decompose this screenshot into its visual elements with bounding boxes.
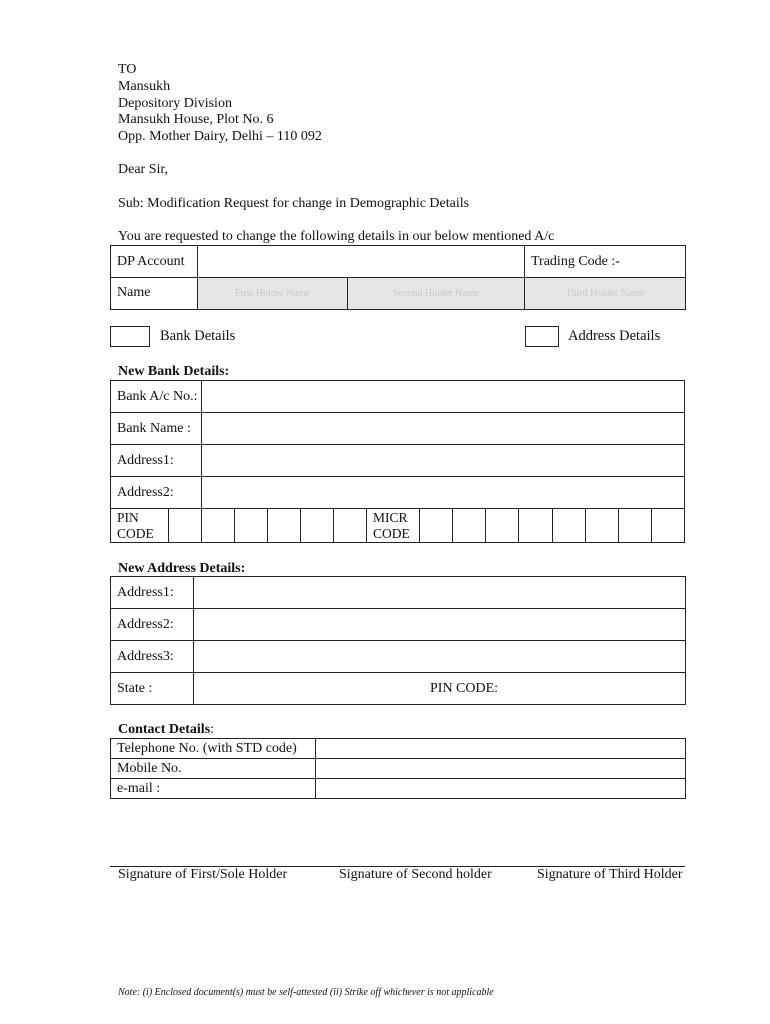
address-details-checkbox[interactable] [525, 326, 559, 347]
bank-name-label: Bank Name : [111, 413, 202, 445]
third-holder-name-field[interactable]: Third Holder Name [525, 278, 686, 310]
pin-code-label: PIN CODE [111, 509, 169, 543]
micr-digit-box[interactable] [420, 509, 453, 543]
address-section-title: New Address Details: [118, 561, 246, 576]
address-pin-code-label: PIN CODE: [430, 680, 499, 696]
salutation: Dear Sir, [118, 162, 168, 177]
name-label: Name [111, 278, 198, 310]
new-address3-label: Address3: [111, 641, 194, 673]
bank-details-table [110, 380, 685, 543]
new-address2-label: Address2: [111, 609, 194, 641]
new-address3-field[interactable] [194, 641, 686, 673]
bank-address1-label: Address1: [111, 445, 202, 477]
telephone-field[interactable] [316, 739, 686, 759]
address-line: Depository Division [118, 95, 232, 111]
state-and-pin-field[interactable] [194, 673, 686, 705]
micr-digit-box[interactable] [486, 509, 519, 543]
pin-digit-box[interactable] [300, 509, 333, 543]
state-label: State : [111, 673, 194, 705]
pin-digit-box[interactable] [333, 509, 366, 543]
bank-account-label: Bank A/c No.: [111, 381, 202, 413]
address-details-table [110, 576, 686, 705]
address-details-label: Address Details [568, 328, 661, 344]
first-holder-signature-label: Signature of First/Sole Holder [118, 867, 288, 882]
address-line: Mansukh [118, 78, 171, 94]
telephone-label: Telephone No. (with STD code) [111, 739, 316, 759]
footer-note: Note: (i) Enclosed document(s) must be self-attested (ii) Strike off whichever is not applicable [118, 987, 494, 998]
address-line: TO [118, 62, 137, 77]
pin-digit-box[interactable] [201, 509, 234, 543]
micr-digit-box[interactable] [618, 509, 651, 543]
bank-address1-field[interactable] [201, 445, 684, 477]
first-holder-name-field[interactable]: First Holder Name [198, 278, 348, 310]
recipient-address [118, 62, 322, 146]
third-holder-signature-label: Signature of Third Holder [537, 867, 683, 882]
email-field[interactable] [316, 779, 686, 799]
mobile-field[interactable] [316, 759, 686, 779]
new-address1-label: Address1: [111, 577, 194, 609]
email-label: e-mail : [111, 779, 316, 799]
address-line: Opp. Mother Dairy, Delhi – 110 092 [118, 129, 322, 145]
micr-digit-box[interactable] [651, 509, 684, 543]
pin-digit-box[interactable] [267, 509, 300, 543]
request-line: You are requested to change the following details in our below mentioned A/c [118, 229, 555, 244]
address-line: Mansukh House, Plot No. 6 [118, 112, 274, 128]
trading-code-label[interactable]: Trading Code :- [525, 246, 686, 278]
second-holder-name-field[interactable]: Second Holder Name [348, 278, 525, 310]
new-address2-field[interactable] [194, 609, 686, 641]
contact-details-table [110, 738, 686, 799]
subject-line: Sub: Modification Request for change in Demographic Details [118, 196, 470, 211]
second-holder-signature-label: Signature of Second holder [339, 867, 492, 882]
bank-address2-field[interactable] [201, 477, 684, 509]
pin-digit-box[interactable] [234, 509, 267, 543]
dp-account-field[interactable] [198, 246, 525, 278]
bank-address2-label: Address2: [111, 477, 202, 509]
new-address1-field[interactable] [194, 577, 686, 609]
account-table [110, 245, 686, 310]
bank-name-field[interactable] [201, 413, 684, 445]
mobile-label: Mobile No. [111, 759, 316, 779]
micr-code-label: MICR CODE [366, 509, 419, 543]
dp-account-label: DP Account [111, 246, 198, 278]
pin-digit-box[interactable] [168, 509, 201, 543]
micr-digit-box[interactable] [552, 509, 585, 543]
micr-digit-box[interactable] [453, 509, 486, 543]
micr-digit-box[interactable] [519, 509, 552, 543]
bank-account-field[interactable] [201, 381, 684, 413]
bank-section-title: New Bank Details: [118, 364, 230, 379]
micr-digit-box[interactable] [585, 509, 618, 543]
bank-details-label: Bank Details [160, 328, 236, 344]
contact-section-title: Contact Details: [118, 722, 215, 737]
bank-details-checkbox[interactable] [110, 326, 150, 347]
